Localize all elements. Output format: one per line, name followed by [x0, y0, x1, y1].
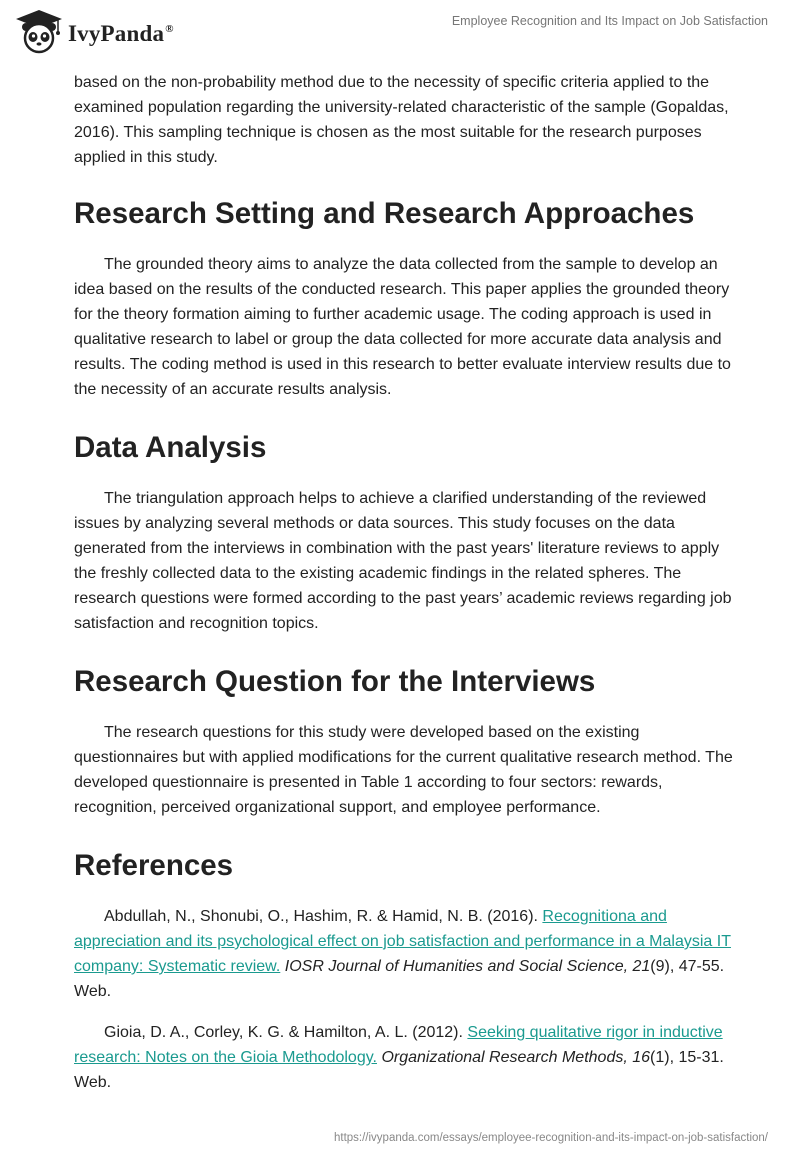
reference-journal: IOSR Journal of Humanities and Social Science, 21: [284, 958, 651, 975]
section-heading-research-setting: Research Setting and Research Approaches: [74, 197, 695, 230]
panda-logo-icon: [14, 8, 64, 59]
intro-paragraph: based on the non-probability method due to the necessity of specific criteria applied to the examined population regarding the university-related characteristic of the sample (Gopaldas, 2016). This sampling technique is chosen as the most suitable for the research purposes applied in this study.: [74, 74, 729, 166]
page-header: [0, 0, 800, 60]
reference-journal: Organizational Research Methods, 16: [381, 1049, 651, 1066]
reference-link[interactable]: Seeking qualitative rigor in inductive research: Notes on the Gioia Methodology.: [74, 1024, 723, 1066]
reference-link[interactable]: Recognitiona and appreciation and its psychological effect on job satisfaction and performance in a Malaysia IT company: Systematic review.: [74, 908, 731, 975]
footer-source-url[interactable]: https://ivypanda.com/essays/employee-recognition-and-its-impact-on-job-satisfaction/: [333, 1132, 768, 1144]
document-title: Employee Recognition and Its Impact on Job Satisfaction: [451, 14, 768, 28]
section-paragraph-research-question: The research questions for this study were developed based on the existing questionnaires but with applied modifications for the current qualitative research method. The developed questionnaire is presented in Table 1 according to four sectors: rewards, recognition, perceived organizational support, and employee performance.: [74, 724, 733, 816]
reference-item: Gioia, D. A., Corley, K. G. & Hamilton, A. L. (2012). Seeking qualitative rigor in inductive research: Notes on the Gioia Methodology. Organizational Research Methods, 16(1), 15-31. Web.: [74, 1024, 724, 1091]
section-heading-research-question: Research Question for the Interviews: [74, 665, 596, 698]
section-paragraph-research-setting: The grounded theory aims to analyze the data collected from the sample to develop an idea based on the results of the conducted research. This paper applies the grounded theory for the theory formation aiming to further academic usage. The coding approach is used in qualitative research to label or group the data collected for more accurate data analysis and results. The coding method is used in this research to better evaluate interview results due to the necessity of an accurate results analysis.: [74, 256, 731, 398]
reference-item: Abdullah, N., Shonubi, O., Hashim, R. & Hamid, N. B. (2016). Recognitiona and appreciation and its psychological effect on job satisfaction and performance in a Malaysia IT company: Systematic review. IOSR Journal of Humanities and Social Science, 21(9), 47-55. Web.: [74, 908, 731, 1000]
ivypanda-logo[interactable]: [14, 8, 174, 59]
section-heading-data-analysis: Data Analysis: [74, 431, 267, 464]
section-paragraph-data-analysis: The triangulation approach helps to achieve a clarified understanding of the reviewed issues by analyzing several methods or data sources. This study focuses on the data generated from the interviews in combination with the past years' literature reviews to apply the freshly collected data to the existing academic findings in the related spheres. The research questions were formed according to the past years’ academic reviews regarding job satisfaction and recognition topics.: [74, 490, 732, 632]
references-heading: References: [74, 849, 234, 882]
logo-wordmark: IvyPanda®: [68, 20, 174, 46]
essay-content: [74, 70, 734, 1095]
